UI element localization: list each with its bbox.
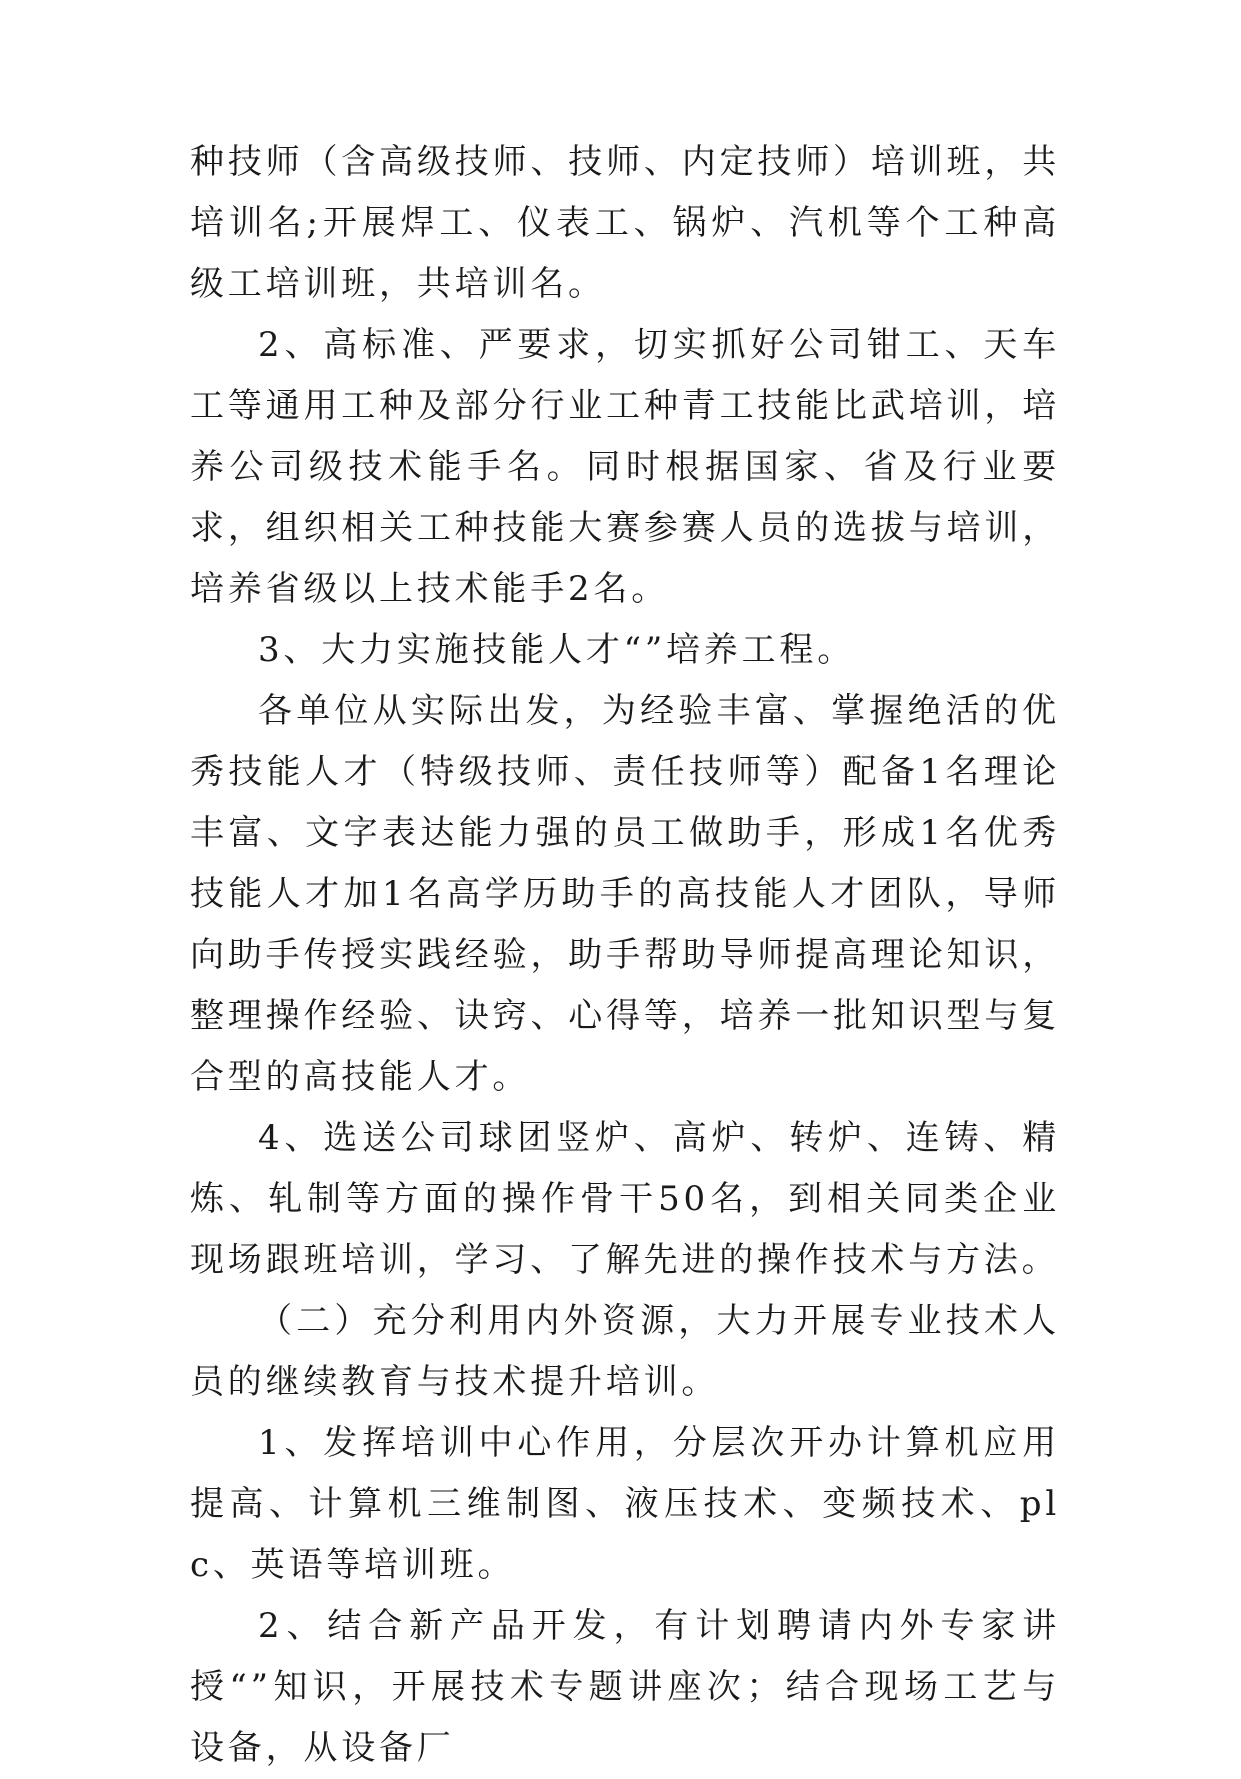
paragraph-technician-training: 种技师（含高级技师、技师、内定技师）培训班，共培训名;开展焊工、仪表工、锅炉、汽机等个工种高级工培训班，共培训名。 <box>190 142 1060 304</box>
paragraph-mentor-assistant: 各单位从实际出发，为经验丰富、掌握绝活的优秀技能人才（特级技师、责任技师等）配备1名理论丰富、文字表达能力强的员工做助手，形成1名优秀技能人才加1名高学历助手的高技能人才团队，导师向助手传授实践经验，助手帮助导师提高理论知识，整理操作经验、诀窍、心得等，培养一批知识型与复合型的高技能人才。 <box>190 691 1060 1097</box>
paragraph-onsite-training: 4、选送公司球团竖炉、高炉、转炉、连铸、精炼、轧制等方面的操作骨干50名，到相关同类企业现场跟班培训，学习、了解先进的操作技术与方法。 <box>190 1118 1060 1280</box>
paragraph-training-center: 1、发挥培训中心作用，分层次开办计算机应用提高、计算机三维制图、液压技术、变频技术、plc、英语等培训班。 <box>190 1423 1060 1585</box>
document-body <box>190 132 1060 1779</box>
paragraph-skill-competition: 2、高标准、严要求，切实抓好公司钳工、天车工等通用工种及部分行业工种青工技能比武培训，培养公司级技术能手名。同时根据国家、省及行业要求，组织相关工种技能大赛参赛人员的选拔与培训，培养省级以上技术能手2名。 <box>190 325 1060 609</box>
paragraph-section-heading-2: （二）充分利用内外资源，大力开展专业技术人员的继续教育与技术提升培训。 <box>190 1301 1060 1402</box>
paragraph-expert-lectures: 2、结合新产品开发，有计划聘请内外专家讲授“”知识，开展技术专题讲座次；结合现场工艺与设备，从设备厂 <box>190 1606 1060 1768</box>
paragraph-talent-program: 3、大力实施技能人才“”培养工程。 <box>258 630 855 670</box>
